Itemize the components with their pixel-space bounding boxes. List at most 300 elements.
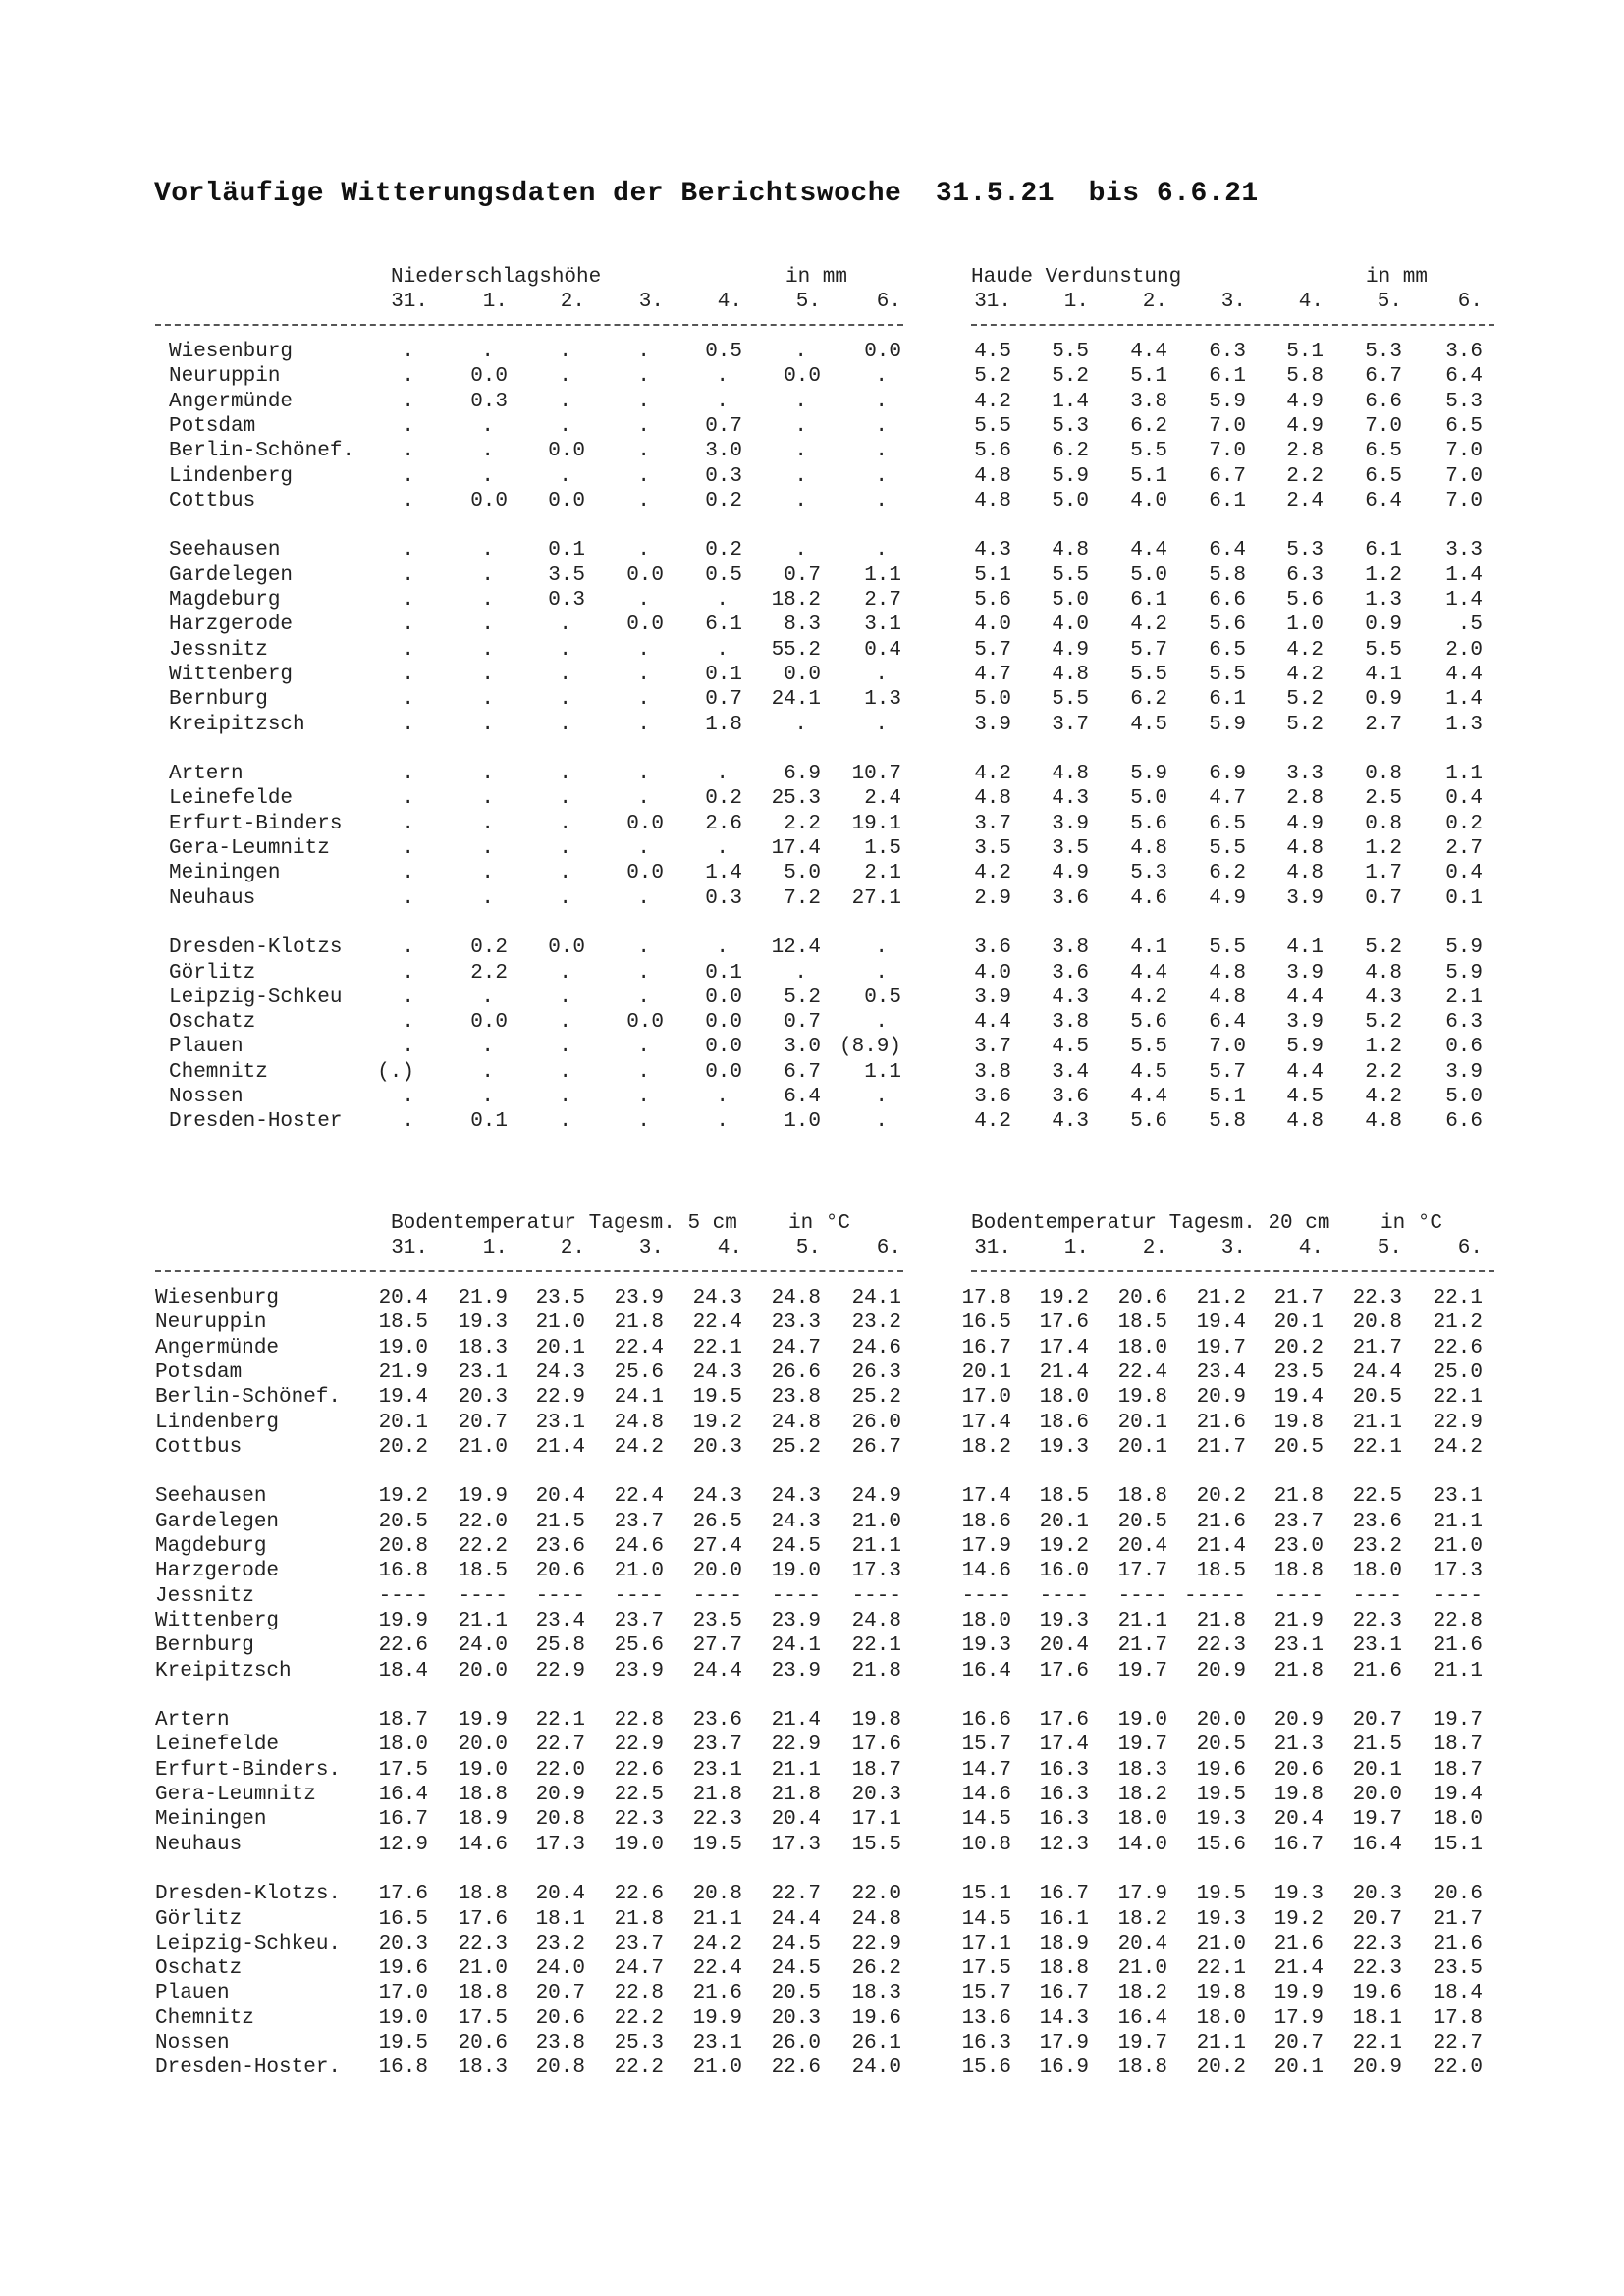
right-value-cell: 23.6: [1352, 1510, 1402, 1533]
table-row: [0, 2031, 1624, 2056]
left-value-cell: 19.0: [458, 1758, 508, 1782]
left-value-cell: 3.0: [705, 440, 742, 463]
left-value-cell: .: [402, 563, 414, 587]
station-name: Leinefelde: [155, 1734, 280, 1757]
station-name: Jessnitz: [155, 1584, 254, 1608]
left-value-cell: 20.8: [535, 1808, 585, 1832]
left-value-cell: 20.4: [535, 1883, 585, 1906]
right-value-cell: 22.3: [1352, 1609, 1402, 1632]
left-value-cell: 18.9: [458, 1808, 508, 1832]
table-row: [0, 1385, 1624, 1410]
right-value-cell: 1.1: [1445, 763, 1483, 786]
left-value-cell: 21.9: [378, 1361, 428, 1384]
right-value-cell: 18.0: [961, 1609, 1011, 1632]
right-value-cell: 1.2: [1365, 1036, 1402, 1059]
right-value-cell: 21.1: [1352, 1411, 1402, 1434]
left-value-cell: 16.8: [378, 2056, 428, 2080]
station-name: Artern: [155, 1709, 230, 1733]
left-value-cell: 23.7: [614, 1932, 664, 1955]
right-value-cell: 6.6: [1445, 1110, 1483, 1134]
left-value-cell: 24.3: [771, 1510, 821, 1533]
right-value-cell: 4.5: [1286, 1086, 1324, 1108]
right-value-cell: 6.1: [1209, 688, 1246, 712]
right-value-cell: 18.2: [961, 1435, 1011, 1459]
station-name: Berlin-Schönef.: [155, 1386, 342, 1410]
right-value-cell: 18.2: [1117, 1907, 1167, 1931]
table-row: [0, 1708, 1624, 1733]
left-value-cell: 2.2: [784, 812, 821, 835]
left-value-cell: .: [875, 1011, 888, 1035]
left-value-cell: .: [402, 414, 414, 438]
left-value-cell: 22.9: [851, 1932, 901, 1955]
left-value-cell: 22.0: [535, 1758, 585, 1782]
right-value-cell: 4.8: [1052, 763, 1089, 786]
station-name: Magdeburg: [169, 589, 281, 612]
right-value-cell: 5.7: [1209, 1060, 1246, 1084]
left-value-cell: 23.8: [771, 1386, 821, 1410]
right-value-cell: 4.2: [1365, 1086, 1402, 1108]
right-value-cell: 3.3: [1286, 763, 1324, 786]
left-value-cell: .: [794, 539, 807, 562]
left-value-cell: .: [716, 1110, 729, 1134]
right-value-cell: 23.1: [1273, 1634, 1324, 1658]
right-value-cell: 21.4: [1039, 1361, 1089, 1384]
table-row: [0, 1833, 1624, 1857]
table-row: [0, 1286, 1624, 1310]
left-value-cell: 19.6: [378, 1957, 428, 1981]
left-value-cell: 16.4: [378, 1784, 428, 1806]
left-value-cell: 16.7: [378, 1808, 428, 1832]
right-value-cell: 18.0: [1117, 1808, 1167, 1832]
left-value-cell: 0.0: [548, 936, 585, 960]
right-value-cell: 17.7: [1117, 1560, 1167, 1583]
left-value-cell: 21.8: [851, 1659, 901, 1682]
left-table-title: Niederschlagshöhe: [391, 266, 602, 289]
right-value-cell: 16.7: [961, 1336, 1011, 1360]
table-row: [0, 638, 1624, 663]
right-value-cell: 21.2: [1433, 1311, 1483, 1335]
day-header-cell: 5.: [1377, 1237, 1402, 1259]
right-value-cell: 21.8: [1273, 1485, 1324, 1509]
left-value-cell: 27.7: [692, 1634, 742, 1658]
left-value-cell: 0.0: [705, 1060, 742, 1084]
right-value-cell: 6.9: [1209, 763, 1246, 786]
left-value-cell: 23.5: [692, 1609, 742, 1632]
right-value-cell: 21.6: [1273, 1932, 1324, 1955]
left-value-cell: 23.7: [614, 1609, 664, 1632]
left-value-cell: .: [559, 688, 571, 712]
left-value-cell: 22.9: [614, 1734, 664, 1757]
right-value-cell: 5.0: [1052, 589, 1089, 612]
day-header-cell: 6.: [1457, 291, 1483, 313]
left-value-cell: .: [637, 390, 650, 413]
left-value-cell: 22.2: [458, 1535, 508, 1558]
right-value-cell: 14.3: [1039, 2006, 1089, 2030]
right-value-cell: 16.3: [1039, 1784, 1089, 1806]
day-header-cell: 6.: [1457, 1237, 1483, 1259]
day-header-cell: 1.: [1063, 1237, 1089, 1259]
right-value-cell: 4.9: [1052, 862, 1089, 885]
right-value-cell: 19.2: [1039, 1287, 1089, 1309]
left-value-cell: 0.3: [548, 589, 585, 612]
left-value-cell: .: [559, 464, 571, 488]
left-value-cell: .: [716, 763, 729, 786]
left-value-cell: 23.9: [614, 1659, 664, 1682]
station-name: Dresden-Klotzs: [169, 936, 343, 960]
left-value-cell: 18.3: [458, 1336, 508, 1360]
left-value-cell: .: [637, 688, 650, 712]
right-value-cell: 4.6: [1130, 886, 1167, 910]
left-value-cell: .: [481, 614, 494, 637]
left-value-cell: 23.1: [535, 1411, 585, 1434]
station-name: Bernburg: [155, 1634, 254, 1658]
right-value-cell: 5.5: [974, 414, 1011, 438]
right-value-cell: 4.4: [1286, 1060, 1324, 1084]
left-value-cell: 18.3: [851, 1982, 901, 2005]
station-name: Artern: [169, 763, 244, 786]
left-value-cell: .: [716, 936, 729, 960]
right-value-cell: 4.1: [1130, 936, 1167, 960]
table-row: [0, 1932, 1624, 1956]
right-value-cell: 18.5: [1117, 1311, 1167, 1335]
right-value-cell: 4.8: [974, 787, 1011, 811]
right-value-cell: 5.1: [1209, 1086, 1246, 1108]
left-value-cell: 0.0: [548, 489, 585, 512]
day-header-cell: 1.: [1063, 291, 1089, 313]
right-value-cell: 19.7: [1352, 1808, 1402, 1832]
left-value-cell: .: [637, 1036, 650, 1059]
right-value-cell: 16.7: [1039, 1982, 1089, 2005]
left-value-cell: (.): [377, 1060, 414, 1084]
right-value-cell: 4.8: [1286, 837, 1324, 860]
left-value-cell: 25.8: [535, 1634, 585, 1658]
right-value-cell: 22.8: [1433, 1609, 1483, 1632]
left-value-cell: 26.0: [771, 2032, 821, 2055]
left-value-cell: .: [481, 837, 494, 860]
right-value-cell: 21.0: [1117, 1957, 1167, 1981]
left-value-cell: 20.7: [535, 1982, 585, 2005]
station-name: Seehausen: [155, 1485, 267, 1509]
left-value-cell: 15.5: [851, 1833, 901, 1856]
right-value-cell: 18.0: [1433, 1808, 1483, 1832]
left-value-cell: .: [794, 341, 807, 363]
right-value-cell: 19.8: [1196, 1982, 1246, 2005]
left-value-cell: 22.2: [614, 2006, 664, 2030]
right-value-cell: 3.7: [1052, 713, 1089, 736]
right-value-cell: 3.6: [1052, 961, 1089, 985]
left-value-cell: 26.0: [851, 1411, 901, 1434]
left-value-cell: 19.0: [771, 1560, 821, 1583]
table-row: [0, 1510, 1624, 1534]
right-value-cell: 21.1: [1117, 1609, 1167, 1632]
left-value-cell: 22.6: [378, 1634, 428, 1658]
day-header-cell: 3.: [638, 1237, 664, 1259]
right-value-cell: 4.2: [974, 1110, 1011, 1134]
left-value-cell: 22.8: [614, 1982, 664, 2005]
left-value-cell: .: [637, 365, 650, 389]
day-header-cell: 4.: [717, 291, 742, 313]
station-name: Meiningen: [169, 862, 281, 885]
station-name: Neuhaus: [155, 1833, 243, 1856]
left-value-cell: .: [875, 713, 888, 736]
right-value-cell: 5.6: [1130, 1011, 1167, 1035]
right-value-cell: 3.9: [1286, 961, 1324, 985]
right-value-cell: 4.0: [974, 614, 1011, 637]
station-name: Chemnitz: [155, 2006, 254, 2030]
left-value-cell: 22.6: [614, 1883, 664, 1906]
right-value-cell: 4.2: [1286, 638, 1324, 662]
left-value-cell: .: [402, 886, 414, 910]
right-value-cell: 2.8: [1286, 440, 1324, 463]
left-value-cell: 27.4: [692, 1535, 742, 1558]
table-row: [0, 1981, 1624, 2005]
right-value-cell: 19.3: [1039, 1435, 1089, 1459]
left-value-cell: .: [875, 539, 888, 562]
left-value-cell: 19.9: [458, 1485, 508, 1509]
left-value-cell: 24.3: [692, 1361, 742, 1384]
right-value-cell: 5.1: [1286, 341, 1324, 363]
right-value-cell: 21.7: [1196, 1435, 1246, 1459]
left-value-cell: 21.0: [458, 1957, 508, 1981]
right-value-cell: 4.5: [1130, 1060, 1167, 1084]
right-value-cell: 20.4: [1039, 1634, 1089, 1658]
day-header-cell: 31.: [391, 291, 428, 313]
right-value-cell: 4.8: [1209, 961, 1246, 985]
right-value-cell: 4.3: [974, 539, 1011, 562]
left-value-cell: .: [716, 837, 729, 860]
left-value-cell: .: [402, 1110, 414, 1134]
left-value-cell: 0.0: [470, 489, 508, 512]
left-value-cell: 6.7: [784, 1060, 821, 1084]
left-value-cell: 17.4: [771, 837, 821, 860]
left-value-cell: .: [402, 862, 414, 885]
right-value-cell: 17.9: [961, 1535, 1011, 1558]
right-value-cell: 7.0: [1445, 489, 1483, 512]
right-value-cell: 18.0: [1352, 1560, 1402, 1583]
right-value-cell: ----: [1117, 1584, 1167, 1608]
right-value-cell: 5.5: [1365, 638, 1402, 662]
left-value-cell: 22.2: [614, 2056, 664, 2080]
day-header-cell: 6.: [876, 1237, 901, 1259]
right-value-cell: 3.8: [974, 1060, 1011, 1084]
right-value-cell: 10.8: [961, 1833, 1011, 1856]
right-value-cell: 20.6: [1433, 1883, 1483, 1906]
right-value-cell: 5.8: [1209, 1110, 1246, 1134]
day-header-row: [0, 1236, 1624, 1260]
right-value-cell: 5.5: [1209, 663, 1246, 686]
day-header-cell: 2.: [1142, 291, 1167, 313]
left-value-cell: 17.6: [458, 1907, 508, 1931]
table-row: [0, 414, 1624, 439]
left-value-cell: 24.6: [851, 1336, 901, 1360]
left-value-cell: .: [716, 1086, 729, 1108]
left-value-cell: 0.0: [470, 365, 508, 389]
table-row: [0, 464, 1624, 489]
right-value-cell: 0.2: [1445, 812, 1483, 835]
station-name: Dresden-Hoster.: [155, 2056, 342, 2080]
right-value-cell: 20.4: [1273, 1808, 1324, 1832]
right-value-cell: 5.5: [1209, 936, 1246, 960]
day-header-cell: 2.: [560, 291, 585, 313]
right-value-cell: 5.3: [1052, 414, 1089, 438]
left-value-cell: 19.2: [378, 1485, 428, 1509]
right-value-cell: 15.1: [961, 1883, 1011, 1906]
page-title: Vorläufige Witterungsdaten der Berichtswoche 31.5.21 bis 6.6.21: [154, 179, 1259, 209]
left-value-cell: .: [559, 837, 571, 860]
left-value-cell: 27.1: [851, 886, 901, 910]
table-row: [0, 663, 1624, 687]
left-value-cell: 19.0: [378, 2006, 428, 2030]
left-value-cell: 23.7: [614, 1510, 664, 1533]
left-value-cell: ----: [458, 1584, 508, 1608]
right-value-cell: 4.8: [1052, 663, 1089, 686]
right-value-cell: 5.5: [1209, 837, 1246, 860]
left-value-cell: 12.4: [771, 936, 821, 960]
right-value-cell: 0.8: [1365, 812, 1402, 835]
left-value-cell: 0.5: [705, 341, 742, 363]
left-value-cell: .: [481, 663, 494, 686]
left-value-cell: .: [794, 961, 807, 985]
left-value-cell: 18.1: [535, 1907, 585, 1931]
left-value-cell: 0.0: [626, 563, 664, 587]
left-value-cell: ----: [535, 1584, 585, 1608]
right-value-cell: 3.9: [974, 713, 1011, 736]
table-row: [0, 1783, 1624, 1807]
left-value-cell: 24.4: [692, 1659, 742, 1682]
left-value-cell: 6.4: [784, 1086, 821, 1108]
station-name: Angermünde: [169, 390, 294, 413]
right-value-cell: 19.4: [1196, 1311, 1246, 1335]
right-value-cell: 19.3: [1273, 1883, 1324, 1906]
right-value-cell: 14.6: [961, 1784, 1011, 1806]
left-value-cell: 24.3: [771, 1485, 821, 1509]
right-value-cell: 18.8: [1039, 1957, 1089, 1981]
right-value-cell: 18.6: [961, 1510, 1011, 1533]
right-value-cell: 5.5: [1052, 341, 1089, 363]
right-value-cell: 20.9: [1196, 1659, 1246, 1682]
right-value-cell: 20.5: [1352, 1386, 1402, 1410]
left-value-cell: 20.1: [535, 1336, 585, 1360]
left-value-cell: 23.9: [771, 1659, 821, 1682]
right-value-cell: 19.8: [1117, 1386, 1167, 1410]
right-value-cell: 6.6: [1365, 390, 1402, 413]
left-value-cell: 26.1: [851, 2032, 901, 2055]
right-value-cell: 1.0: [1286, 614, 1324, 637]
right-table-unit: in °C: [1380, 1212, 1443, 1235]
right-value-cell: 21.8: [1196, 1609, 1246, 1632]
right-value-cell: 4.2: [974, 390, 1011, 413]
table-row: [0, 1559, 1624, 1583]
right-value-cell: 18.8: [1117, 2056, 1167, 2080]
left-value-cell: .: [402, 986, 414, 1009]
left-value-cell: .: [402, 539, 414, 562]
station-name: Oschatz: [155, 1957, 243, 1981]
left-value-cell: 20.6: [535, 1560, 585, 1583]
right-value-cell: 5.8: [1209, 563, 1246, 587]
right-value-cell: 6.7: [1365, 365, 1402, 389]
left-value-cell: 24.2: [614, 1435, 664, 1459]
right-value-cell: 19.4: [1433, 1784, 1483, 1806]
left-value-cell: 22.3: [614, 1808, 664, 1832]
right-value-cell: 21.1: [1196, 2032, 1246, 2055]
left-value-cell: 1.5: [864, 837, 901, 860]
left-value-cell: .: [559, 414, 571, 438]
left-value-cell: .: [716, 589, 729, 612]
left-value-cell: 20.8: [692, 1883, 742, 1906]
right-value-cell: 18.4: [1433, 1982, 1483, 2005]
table-row: [0, 1609, 1624, 1633]
right-value-cell: 4.8: [1209, 986, 1246, 1009]
left-value-cell: .: [559, 986, 571, 1009]
station-name: Dresden-Klotzs.: [155, 1883, 342, 1906]
station-name: Plauen: [155, 1982, 230, 2005]
right-value-cell: ----: [961, 1584, 1011, 1608]
right-value-cell: 21.1: [1433, 1659, 1483, 1682]
right-value-cell: 5.6: [974, 589, 1011, 612]
left-value-cell: .: [637, 986, 650, 1009]
left-value-cell: 19.4: [378, 1386, 428, 1410]
right-value-cell: 4.7: [974, 663, 1011, 686]
table-row: [0, 613, 1624, 637]
left-value-cell: 21.9: [458, 1287, 508, 1309]
left-value-cell: 22.4: [614, 1485, 664, 1509]
right-value-cell: 4.8: [1130, 837, 1167, 860]
right-value-cell: 22.3: [1352, 1287, 1402, 1309]
left-value-cell: 17.5: [378, 1758, 428, 1782]
right-value-cell: 4.8: [1052, 539, 1089, 562]
right-value-cell: 5.5: [1130, 663, 1167, 686]
right-value-cell: 22.3: [1196, 1634, 1246, 1658]
table-row: [0, 861, 1624, 885]
left-value-cell: 21.8: [771, 1784, 821, 1806]
right-value-cell: 4.2: [1286, 663, 1324, 686]
left-value-cell: 20.3: [851, 1784, 901, 1806]
left-value-cell: .: [716, 638, 729, 662]
left-value-cell: 20.4: [378, 1287, 428, 1309]
right-value-cell: 18.7: [1433, 1758, 1483, 1782]
left-value-cell: .: [402, 763, 414, 786]
right-value-cell: 12.3: [1039, 1833, 1089, 1856]
station-name: Neuhaus: [169, 886, 256, 910]
table-row: [0, 1534, 1624, 1559]
right-value-cell: 3.8: [1052, 936, 1089, 960]
left-value-cell: .: [637, 763, 650, 786]
right-value-cell: 14.5: [961, 1808, 1011, 1832]
left-value-cell: .: [481, 464, 494, 488]
station-name: Erfurt-Binders: [169, 812, 343, 835]
station-name: Wiesenburg: [169, 341, 294, 363]
station-name: Magdeburg: [155, 1535, 267, 1558]
station-name: Jessnitz: [169, 638, 268, 662]
right-value-cell: 3.7: [974, 812, 1011, 835]
right-value-cell: 3.9: [1052, 812, 1089, 835]
right-value-cell: 6.3: [1209, 341, 1246, 363]
table-row: [0, 563, 1624, 588]
right-value-cell: 17.6: [1039, 1659, 1089, 1682]
right-value-cell: 20.1: [1117, 1411, 1167, 1434]
left-value-cell: 0.0: [705, 986, 742, 1009]
station-name: Erfurt-Binders.: [155, 1758, 342, 1782]
left-value-cell: .: [875, 489, 888, 512]
right-value-cell: 21.6: [1433, 1634, 1483, 1658]
station-name: Dresden-Hoster: [169, 1110, 343, 1134]
table-row: [0, 1310, 1624, 1335]
right-value-cell: 3.6: [974, 1086, 1011, 1108]
left-value-cell: 20.6: [535, 2006, 585, 2030]
right-value-cell: 2.7: [1445, 837, 1483, 860]
left-value-cell: 25.2: [851, 1386, 901, 1410]
right-value-cell: 3.6: [1445, 341, 1483, 363]
